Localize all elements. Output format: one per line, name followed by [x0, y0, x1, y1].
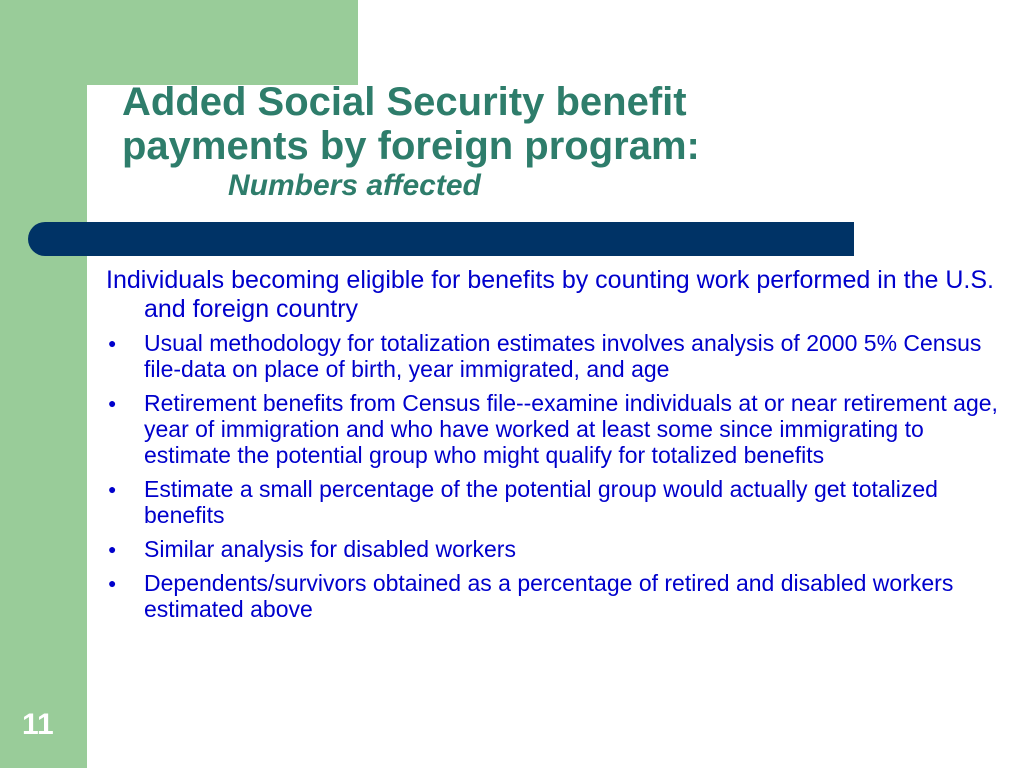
slide-subtitle: Numbers affected: [228, 169, 481, 202]
bullet-icon: ●: [108, 541, 117, 557]
title-line-1: Added Social Security benefit: [122, 80, 687, 124]
bullet-text: Dependents/survivors obtained as a percentage of retired and disabled workers estimated above: [144, 570, 954, 622]
list-item: [106, 330, 1016, 382]
title-line-2: payments by foreign program:: [122, 124, 700, 168]
sidebar-decoration: [0, 0, 87, 768]
list-item: [106, 390, 1016, 468]
list-item: [106, 476, 1016, 528]
bullet-icon: ●: [108, 575, 117, 591]
list-item: [106, 536, 1016, 562]
slide-number: 11: [22, 708, 54, 741]
bullet-icon: ●: [108, 481, 117, 497]
intro-paragraph: Individuals becoming eligible for benefits by counting work performed in the U.S. and foreign country: [106, 266, 994, 323]
bullet-icon: ●: [108, 335, 117, 351]
bullet-list: [106, 330, 1016, 622]
bullet-icon: ●: [108, 395, 117, 411]
bullet-text: Retirement benefits from Census file--examine individuals at or near retirement age, year of immigration and who have worked at least some since immigrating to estimate the potential group who might qualify for totalized benefits: [144, 390, 998, 468]
bullet-text: Similar analysis for disabled workers: [144, 536, 516, 562]
bullet-text: Usual methodology for totalization estimates involves analysis of 2000 5% Census file-data on place of birth, year immigrated, and age: [144, 330, 982, 382]
top-decoration: [87, 0, 358, 85]
list-item: [106, 570, 1016, 622]
bullet-text: Estimate a small percentage of the potential group would actually get totalized benefits: [144, 476, 938, 528]
slide-title: [122, 80, 922, 204]
title-divider-bar: [28, 222, 854, 256]
slide-body: [106, 266, 1016, 630]
